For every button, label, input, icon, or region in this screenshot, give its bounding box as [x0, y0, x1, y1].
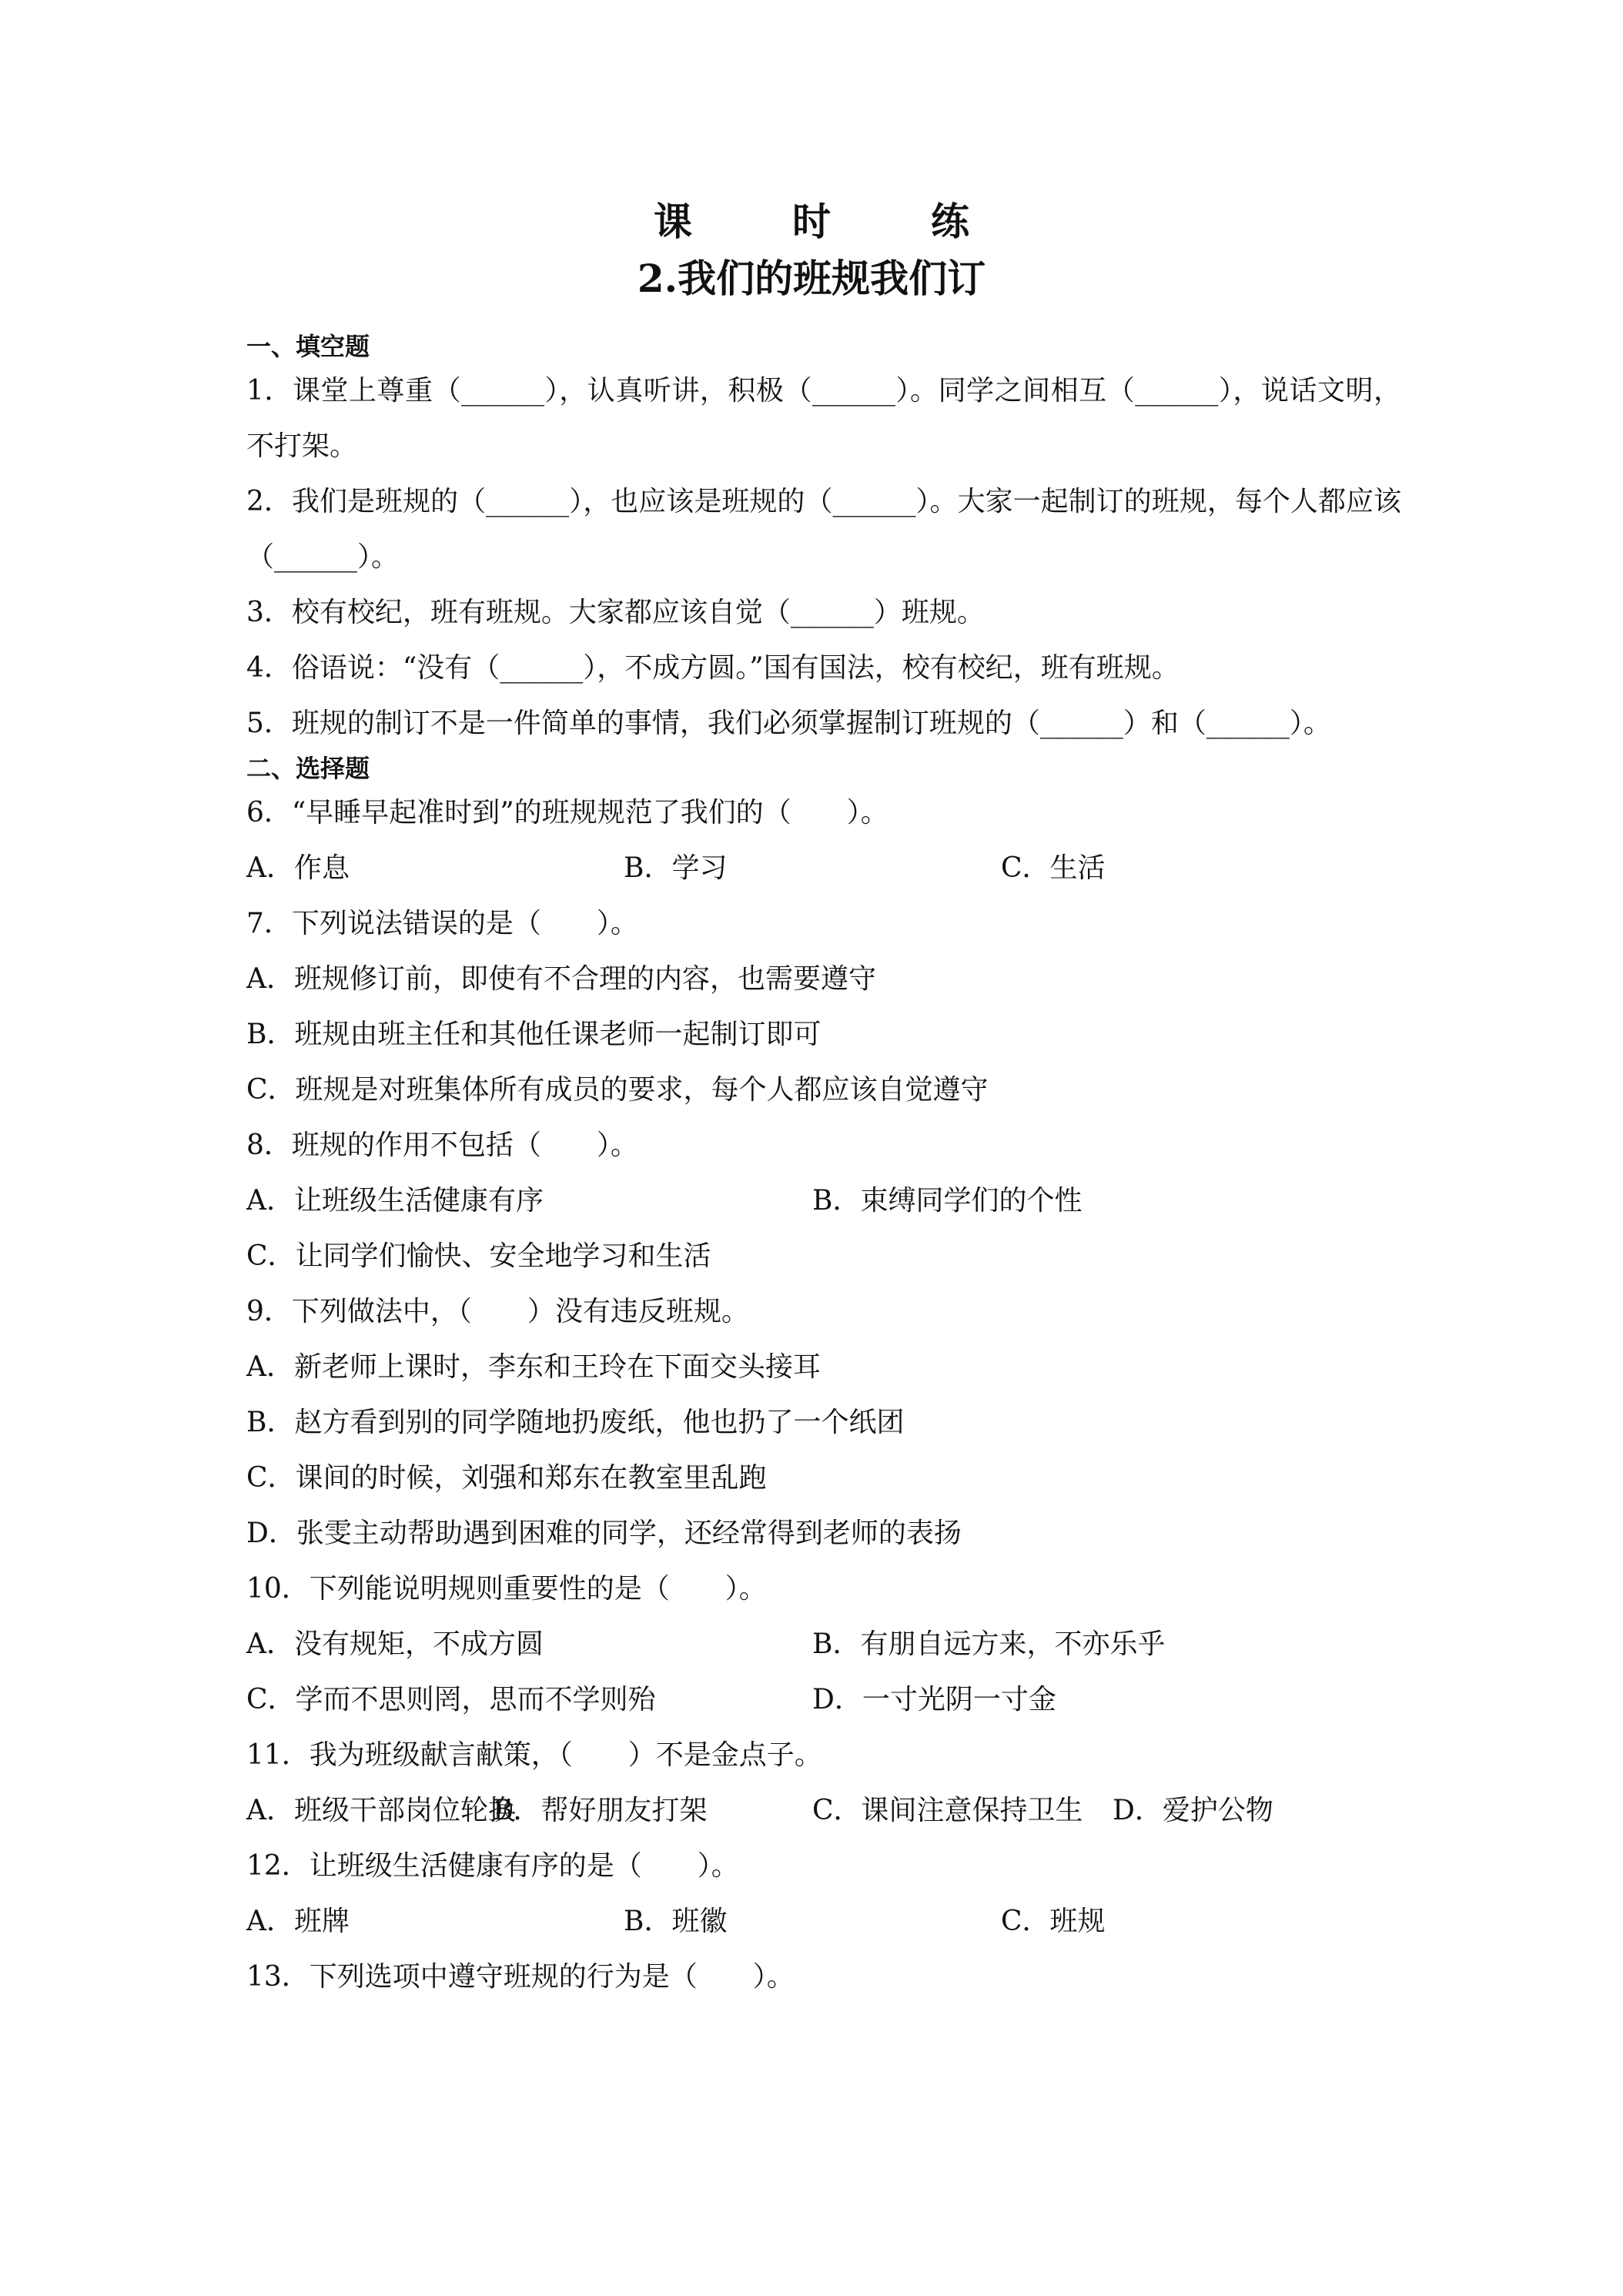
option-b: B．赵方看到别的同学随地扔废纸，他也扔了一个纸团 [246, 1407, 905, 1438]
question-8-options [246, 1173, 1401, 1229]
worksheet-content [246, 330, 1401, 2005]
question-6-stem: 6．“早睡早起准时到”的班规规范了我们的（ ）。 [246, 797, 888, 828]
option-d: D．张雯主动帮助遇到困难的同学，还经常得到老师的表扬 [246, 1518, 962, 1549]
option-a: A．作息 [246, 852, 350, 884]
option-b: B．学习 [624, 852, 728, 884]
question-10-stem: 10．下列能说明规则重要性的是（ ）。 [246, 1573, 767, 1605]
section-heading-choice: 二、选择题 [246, 754, 370, 783]
question-12-options [246, 1894, 1401, 1950]
question-11-stem: 11．我为班级献言献策，（ ）不是金点子。 [246, 1739, 822, 1771]
question-4: 4．俗语说：“没有（______），不成方圆。”国有国法，校有校纪，班有班规。 [246, 652, 1180, 684]
option-b: B．班规由班主任和其他任课老师一起制订即可 [246, 1019, 822, 1050]
option-b: B．束缚同学们的个性 [812, 1185, 1083, 1217]
option-a: A．班规修订前，即使有不合理的内容，也需要遵守 [246, 963, 876, 995]
option-d: D．一寸光阴一寸金 [812, 1684, 1056, 1715]
option-a: A．新老师上课时，李东和王玲在下面交头接耳 [246, 1351, 821, 1383]
option-d: D．爱护公物 [1113, 1795, 1273, 1826]
option-c: C．让同学们愉快、安全地学习和生活 [246, 1240, 711, 1272]
question-10-options-row2 [246, 1672, 1401, 1728]
question-7-stem: 7．下列说法错误的是（ ）。 [246, 908, 638, 939]
question-9-stem: 9．下列做法中，（ ）没有违反班规。 [246, 1296, 749, 1327]
question-10-options-row1 [246, 1617, 1401, 1672]
option-c: C．生活 [1001, 852, 1106, 884]
option-a: A．没有规矩，不成方圆 [246, 1628, 544, 1660]
question-6-options [246, 841, 1401, 896]
page-title: 课 时 练 [654, 199, 1000, 244]
option-c: C．课间的时候，刘强和郑东在教室里乱跑 [246, 1462, 767, 1494]
option-c: C．班规 [1001, 1906, 1106, 1937]
question-2: 2．我们是班规的（______），也应该是班规的（______）。大家一起制订的班规，每个人都应该（______）。 [246, 486, 1401, 573]
question-8-stem: 8．班规的作用不包括（ ）。 [246, 1130, 638, 1161]
question-1: 1．课堂上尊重（______），认真听讲，积极（______）。同学之间相互（______），说话文明，不打架。 [246, 375, 1401, 462]
question-12-stem: 12．让班级生活健康有序的是（ ）。 [246, 1850, 739, 1882]
question-3: 3．校有校纪，班有班规。大家都应该自觉（______）班规。 [246, 597, 985, 628]
question-5: 5．班规的制订不是一件简单的事情，我们必须掌握制订班规的（______）和（______）。 [246, 708, 1331, 739]
option-c: C．学而不思则罔，思而不学则殆 [246, 1684, 656, 1715]
section-heading-fill-blank: 一、填空题 [246, 332, 370, 361]
option-b: B．有朋自远方来，不亦乐乎 [812, 1628, 1166, 1660]
question-11-options [246, 1783, 1401, 1839]
option-c: C．班规是对班集体所有成员的要求，每个人都应该自觉遵守 [246, 1074, 989, 1106]
option-b: B．班徽 [624, 1906, 728, 1937]
option-a: A．班级干部岗位轮换 [246, 1795, 516, 1826]
option-a: A．让班级生活健康有序 [246, 1185, 544, 1217]
option-c: C．课间注意保持卫生 [812, 1795, 1083, 1826]
question-13-stem: 13．下列选项中遵守班规的行为是（ ）。 [246, 1961, 795, 1993]
page-subtitle: 2.我们的班规我们订 [637, 256, 986, 301]
option-a: A．班牌 [246, 1906, 350, 1937]
option-b: B．帮好朋友打架 [493, 1795, 708, 1826]
